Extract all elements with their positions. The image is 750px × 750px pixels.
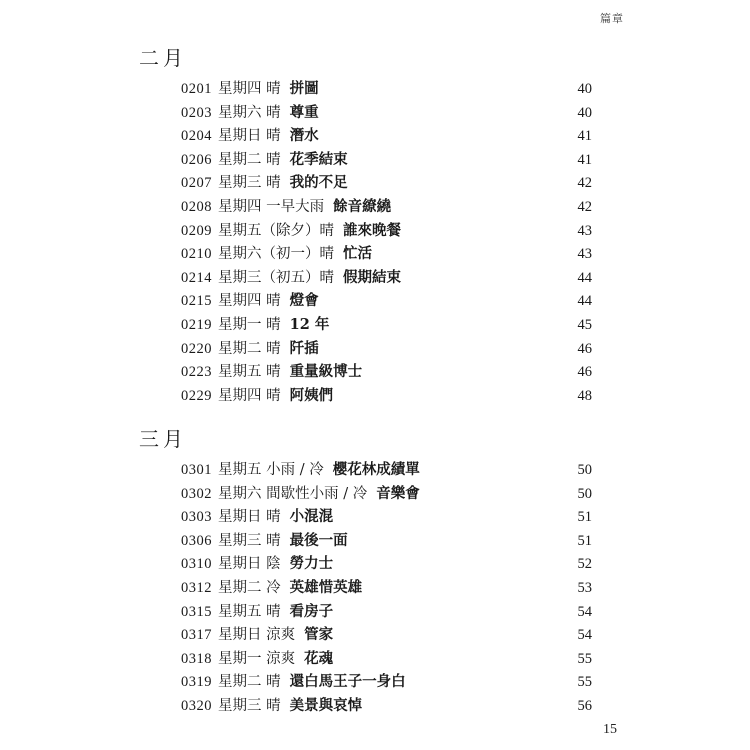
section-title: 三月 [139,427,187,451]
entry-date-weather: 星期六 間歇性小雨 / 冷 [218,485,368,502]
entry-list [139,458,592,718]
entry-date-weather: 星期四 晴 [218,293,281,310]
entry-page-number: 44 [577,293,592,310]
entry-code: 0219 [181,316,212,333]
entry-page-number: 48 [577,387,592,404]
entry-title: 假期結束 [343,268,401,286]
entry-title: 拼圖 [289,80,319,97]
entry-page-number: 51 [577,532,592,549]
toc-entry [139,124,592,148]
entry-page-number: 42 [577,198,592,215]
entry-code: 0303 [181,509,212,526]
entry-page-number: 45 [577,316,592,333]
entry-date-weather: 星期六（初一）晴 [218,246,334,263]
page-number: 15 [603,722,617,737]
entry-date-weather: 星期日 涼爽 [218,627,296,644]
entry-code: 0203 [181,104,212,121]
toc-entry [139,623,592,647]
toc-entry [139,384,592,408]
entry-date-weather: 星期二 晴 [218,151,281,168]
entry-date-weather: 星期四 一早大雨 [218,198,325,215]
entry-page-number: 43 [577,246,592,263]
entry-code: 0208 [181,198,212,215]
entry-page-number: 55 [577,674,592,691]
entry-page-number: 46 [577,364,592,381]
toc-entry [139,195,592,219]
entry-page-number: 40 [577,104,592,121]
entry-title: 小混混 [289,508,334,526]
toc-entry [139,171,592,195]
entry-page-number: 51 [577,509,592,526]
entry-page-number: 56 [577,697,592,714]
entry-title: 燈會 [289,292,319,310]
entry-page-number: 41 [577,128,592,145]
entry-page-number: 44 [577,269,592,286]
entry-title: 誰來晚餐 [343,221,401,239]
entry-title: 音樂會 [376,484,420,502]
entry-code: 0223 [181,364,212,381]
entry-title: 美景與哀悼 [289,696,363,714]
entry-title: 餘音繚繞 [333,197,392,215]
section-february [139,44,592,407]
entry-code: 0209 [181,222,212,239]
entry-date-weather: 星期二 冷 [218,579,281,596]
entry-code: 0207 [181,175,212,192]
entry-date-weather: 星期日 晴 [218,128,281,145]
entry-title: 最後一面 [289,531,348,549]
entry-page-number: 50 [577,462,592,478]
toc-entry [139,552,592,576]
toc-entry [139,77,592,101]
section-title: 二月 [139,46,187,70]
toc-entry [139,360,592,384]
entry-title: 還白馬王子一身白 [289,673,406,691]
toc-entry [139,242,592,266]
entry-page-number: 54 [577,627,592,644]
entry-title: 花魂 [304,649,334,667]
entry-code: 0215 [181,293,212,310]
toc-entry [139,337,592,361]
entry-code: 0317 [181,627,212,644]
entry-page-number: 46 [577,340,592,357]
entry-date-weather: 星期三 晴 [218,175,281,192]
entry-code: 0214 [181,269,212,286]
entry-title: 阿姨們 [289,386,334,404]
entry-page-number: 41 [577,151,592,168]
entry-code: 0315 [181,603,212,620]
entry-title: 管家 [304,626,334,644]
toc-entry [139,313,592,337]
toc-entry [139,266,592,290]
entry-title: 尊重 [289,103,319,121]
entry-code: 0319 [181,674,212,691]
toc-entry [139,482,592,506]
entry-title: 重量級博士 [289,363,363,381]
entry-list [139,77,592,407]
entry-date-weather: 星期四 晴 [218,81,281,97]
toc-entry [139,576,592,600]
entry-code: 0318 [181,650,212,667]
entry-page-number: 52 [577,556,592,573]
entry-title: 12 年 [289,315,330,333]
running-header: 篇章 [600,12,624,25]
entry-date-weather: 星期三（初五）晴 [218,269,334,286]
entry-date-weather: 星期日 陰 [218,556,281,573]
entry-code: 0306 [181,532,212,549]
entry-date-weather: 星期五 小雨 / 冷 [218,462,324,478]
toc-entry [139,505,592,529]
entry-code: 0301 [181,462,212,478]
toc-entry [139,101,592,125]
entry-date-weather: 星期五 晴 [218,603,281,620]
entry-code: 0210 [181,246,212,263]
entry-page-number: 42 [577,175,592,192]
entry-code: 0310 [181,556,212,573]
entry-date-weather: 星期三 晴 [218,532,281,549]
entry-title: 我的不足 [289,174,348,192]
entry-code: 0204 [181,128,212,145]
section-march [139,425,592,718]
entry-code: 0201 [181,81,212,97]
entry-date-weather: 星期一 涼爽 [218,650,296,667]
toc-entry [139,600,592,624]
entry-title: 花季結束 [289,150,348,168]
entry-date-weather: 星期五（除夕）晴 [218,222,334,239]
entry-date-weather: 星期二 晴 [218,340,281,357]
entry-title: 英雄惜英雄 [289,578,363,596]
entry-date-weather: 星期一 晴 [218,316,281,333]
entry-code: 0312 [181,579,212,596]
entry-date-weather: 星期三 晴 [218,697,281,714]
toc-entry [139,148,592,172]
toc-entry [139,458,592,482]
entry-date-weather: 星期五 晴 [218,364,281,381]
entry-page-number: 50 [577,485,592,502]
entry-code: 0229 [181,387,212,404]
entry-code: 0206 [181,151,212,168]
entry-page-number: 40 [577,81,592,97]
entry-title: 阡插 [289,339,319,357]
toc-entry [139,289,592,313]
entry-date-weather: 星期二 晴 [218,674,281,691]
toc-entry [139,219,592,243]
entry-title: 看房子 [289,602,334,620]
entry-title: 櫻花林成績單 [332,461,420,478]
entry-title: 忙活 [343,245,372,263]
toc-entry [139,694,592,718]
entry-page-number: 53 [577,579,592,596]
entry-page-number: 43 [577,222,592,239]
entry-date-weather: 星期四 晴 [218,387,281,404]
toc-entry [139,647,592,671]
entry-code: 0220 [181,340,212,357]
entry-title: 勞力士 [289,555,334,573]
entry-date-weather: 星期六 晴 [218,104,281,121]
entry-page-number: 54 [577,603,592,620]
entry-code: 0320 [181,697,212,714]
entry-title: 潛水 [289,127,319,145]
toc-entry [139,670,592,694]
entry-date-weather: 星期日 晴 [218,509,281,526]
toc-entry [139,529,592,553]
entry-code: 0302 [181,485,212,502]
entry-page-number: 55 [577,650,592,667]
